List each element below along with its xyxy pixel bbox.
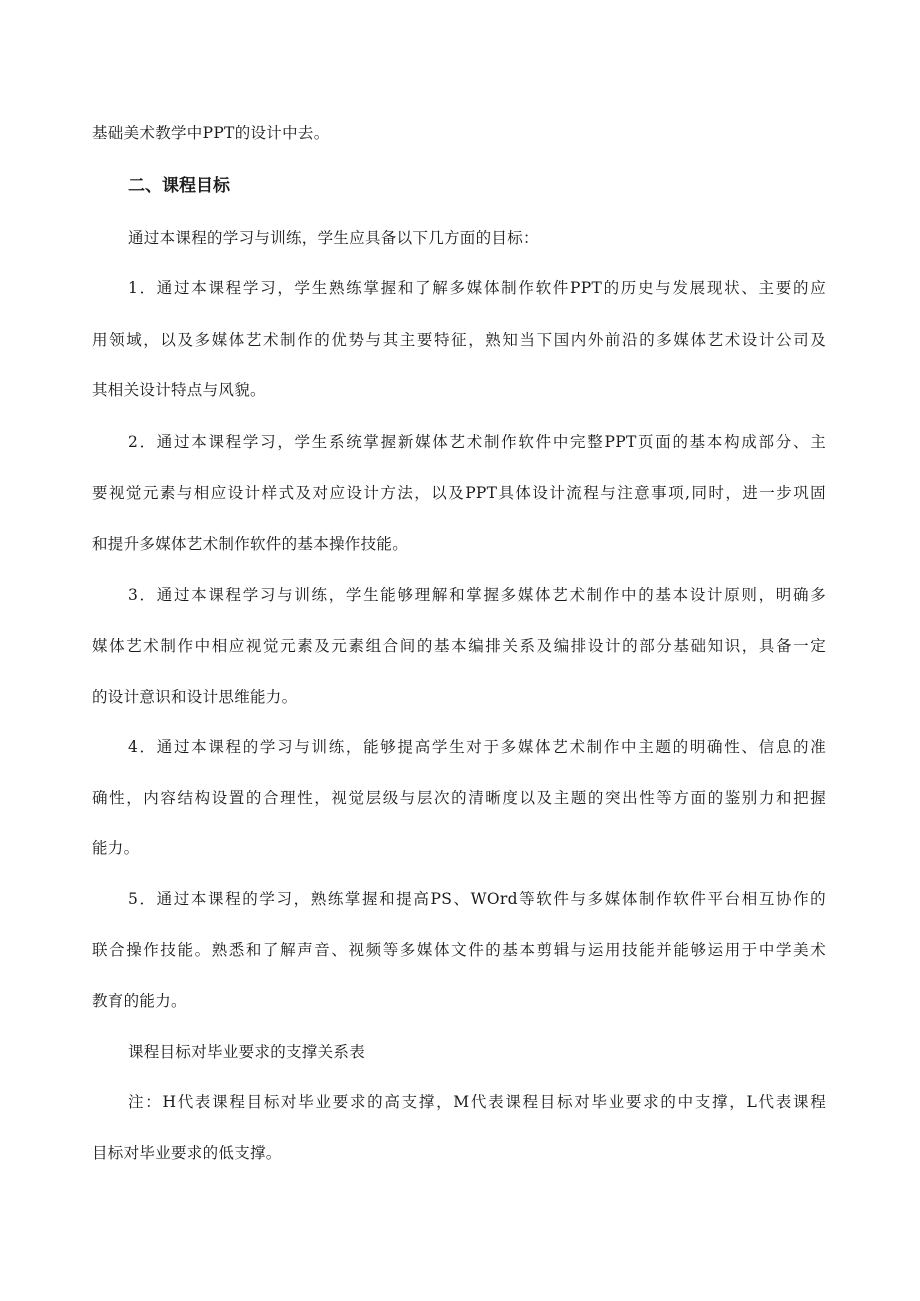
objective-5-line-3: 教育的能力。	[92, 992, 187, 1010]
intro-tail-text: 基础美术教学中PPT的设计中去。	[92, 124, 330, 142]
note-line-1: 注：H代表课程目标对毕业要求的高支撑，M代表课程目标对毕业要求的中支撑，L代表课程	[128, 1093, 826, 1111]
objective-2-line-3: 和提升多媒体艺术制作软件的基本操作技能。	[92, 535, 409, 553]
objective-3-line-3: 的设计意识和设计思维能力。	[92, 688, 298, 706]
objective-4-line-2: 确性，内容结构设置的合理性，视觉层级与层次的清晰度以及主题的突出性等方面的鉴别力和把握	[92, 789, 826, 807]
objective-1-line-3: 其相关设计特点与风貌。	[92, 381, 266, 399]
lead-paragraph: 通过本课程的学习与训练，学生应具备以下几方面的目标：	[128, 229, 539, 247]
objective-1-line-1: 1．通过本课程学习，学生熟练掌握和了解多媒体制作软件PPT的历史与发展现状、主要的应	[128, 279, 826, 297]
objective-4-line-1: 4．通过本课程的学习与训练，能够提高学生对于多媒体艺术制作中主题的明确性、信息的准	[128, 738, 826, 756]
table-caption: 课程目标对毕业要求的支撑关系表	[128, 1043, 366, 1061]
section-heading: 二、课程目标	[128, 176, 230, 196]
objective-2-line-2: 要视觉元素与相应设计样式及对应设计方法，以及PPT具体设计流程与注意事项,同时，进一步巩固	[92, 484, 826, 502]
objective-1-line-2: 用领域，以及多媒体艺术制作的优势与其主要特征，熟知当下国内外前沿的多媒体艺术设计公司及	[92, 331, 826, 349]
note-line-2: 目标对毕业要求的低支撑。	[92, 1144, 282, 1162]
objective-2-line-1: 2．通过本课程学习，学生系统掌握新媒体艺术制作软件中完整PPT页面的基本构成部分、主	[128, 433, 826, 451]
objective-4-line-3: 能力。	[92, 839, 140, 857]
objective-3-line-2: 媒体艺术制作中相应视觉元素及元素组合间的基本编排关系及编排设计的部分基础知识，具备一定	[92, 637, 826, 655]
objective-5-line-1: 5．通过本课程的学习，熟练掌握和提高PS、WOrd等软件与多媒体制作软件平台相互协作的	[128, 890, 826, 908]
objective-5-line-2: 联合操作技能。熟悉和了解声音、视频等多媒体文件的基本剪辑与运用技能并能够运用于中学美术	[92, 941, 826, 959]
objective-3-line-1: 3．通过本课程学习与训练，学生能够理解和掌握多媒体艺术制作中的基本设计原则，明确多	[128, 586, 826, 604]
